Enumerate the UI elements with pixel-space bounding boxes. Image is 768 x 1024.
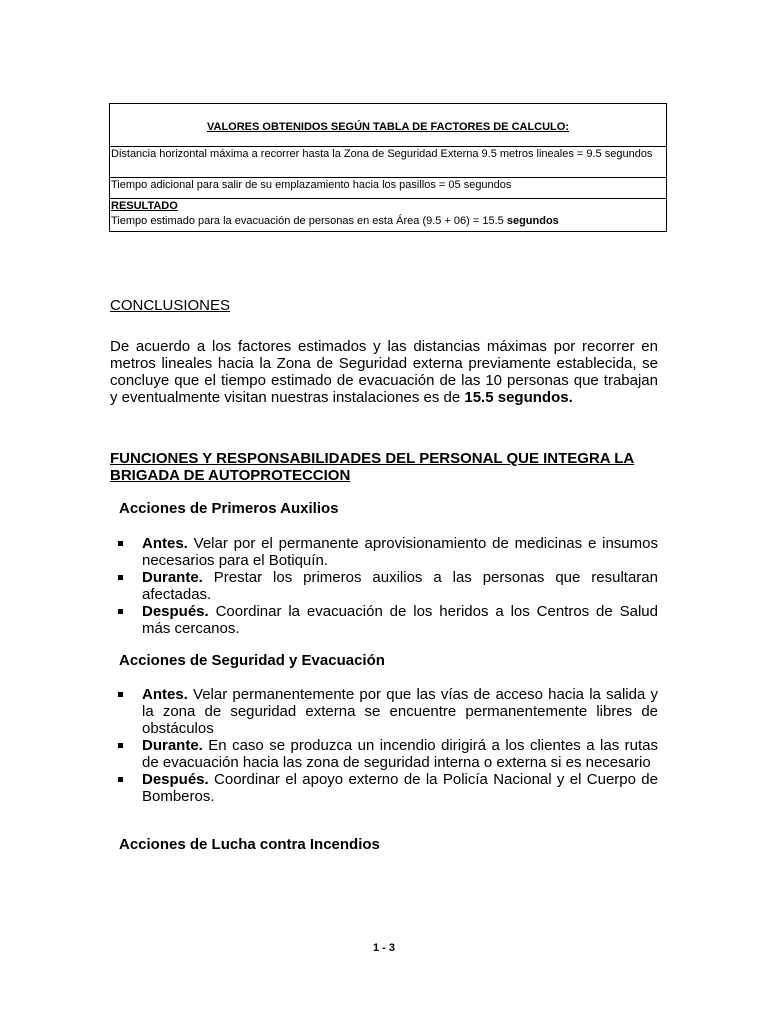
result-label: RESULTADO <box>111 200 178 212</box>
functions-heading-line1: FUNCIONES Y RESPONSABILIDADES DEL PERSONAL QUE INTEGRA LA <box>110 450 635 467</box>
result-text: Tiempo estimado para la evacuación de personas en esta Área (9.5 + 06) = 15.5 <box>111 215 507 227</box>
page-number: 1 - 3 <box>372 942 395 954</box>
item-label: Antes. <box>142 535 188 552</box>
security-evacuation-list <box>118 686 658 805</box>
table-row-additional-time: Tiempo adicional para salir de su emplazamiento hacia los pasillos = 05 segundos <box>110 178 667 199</box>
bullet-icon <box>118 743 123 748</box>
item-text: Prestar los primeros auxilios a las personas que resultaran afectadas. <box>142 569 658 603</box>
first-aid-list <box>118 535 658 637</box>
item-text: En caso se produzca un incendio dirigirá a los clientes a las rutas de evacuación hacia las zona de seguridad interna o externa si es necesario <box>142 737 658 771</box>
bullet-icon <box>118 777 123 782</box>
bullet-icon <box>118 692 123 697</box>
result-unit: segundos <box>506 215 559 227</box>
list-item <box>118 771 658 805</box>
table-row-result <box>110 199 667 232</box>
bullet-icon <box>118 609 123 614</box>
result-line <box>111 214 665 229</box>
conclusions-text: De acuerdo a los factores estimados y las distancias máximas por recorrer en metros lineales hacia la Zona de Seguridad externa previamente establecida, se concluye que el tiempo estimado de evacuación de las 10 personas que trabajan y eventualmente visitan nuestras instalaciones es de <box>110 338 658 406</box>
bullet-icon <box>118 575 123 580</box>
section-title-first-aid: Acciones de Primeros Auxilios <box>119 500 339 517</box>
functions-heading <box>110 450 658 484</box>
list-item <box>118 686 658 737</box>
list-item <box>118 603 658 637</box>
item-text: Coordinar la evacuación de los heridos a los Centros de Salud más cercanos. <box>142 603 658 637</box>
functions-heading-line2: BRIGADA DE AUTOPROTECCION <box>110 467 351 484</box>
item-text: Coordinar el apoyo externo de la Policía Nacional y el Cuerpo de Bomberos. <box>142 771 658 805</box>
conclusions-highlight: 15.5 segundos. <box>464 389 573 406</box>
item-label: Antes. <box>142 686 188 703</box>
list-item <box>118 737 658 771</box>
item-label: Después. <box>142 603 209 620</box>
table-header <box>110 104 667 147</box>
section-title-security-evacuation: Acciones de Seguridad y Evacuación <box>119 652 385 669</box>
bullet-icon <box>118 541 123 546</box>
list-item <box>118 535 658 569</box>
item-text: Velar permanentemente por que las vías de acceso hacia la salida y la zona de seguridad externa se encuentre permanentemente libres de obstáculos <box>142 686 658 737</box>
item-text: Velar por el permanente aprovisionamiento de medicinas e insumos necesarios para el Botiquín. <box>142 535 658 569</box>
section-title-fire-fighting: Acciones de Lucha contra Incendios <box>119 836 380 853</box>
conclusions-heading: CONCLUSIONES <box>110 297 231 314</box>
item-label: Durante. <box>142 737 203 754</box>
table-header-text: VALORES OBTENIDOS SEGÚN TABLA DE FACTORES DE CALCULO: <box>207 120 569 133</box>
conclusions-paragraph <box>110 338 658 406</box>
item-label: Durante. <box>142 569 203 586</box>
table-row-distance: Distancia horizontal máxima a recorrer hasta la Zona de Seguridad Externa 9.5 metros lineales = 9.5 segundos <box>110 147 667 178</box>
factors-table <box>109 103 667 232</box>
list-item <box>118 569 658 603</box>
item-label: Después. <box>142 771 209 788</box>
